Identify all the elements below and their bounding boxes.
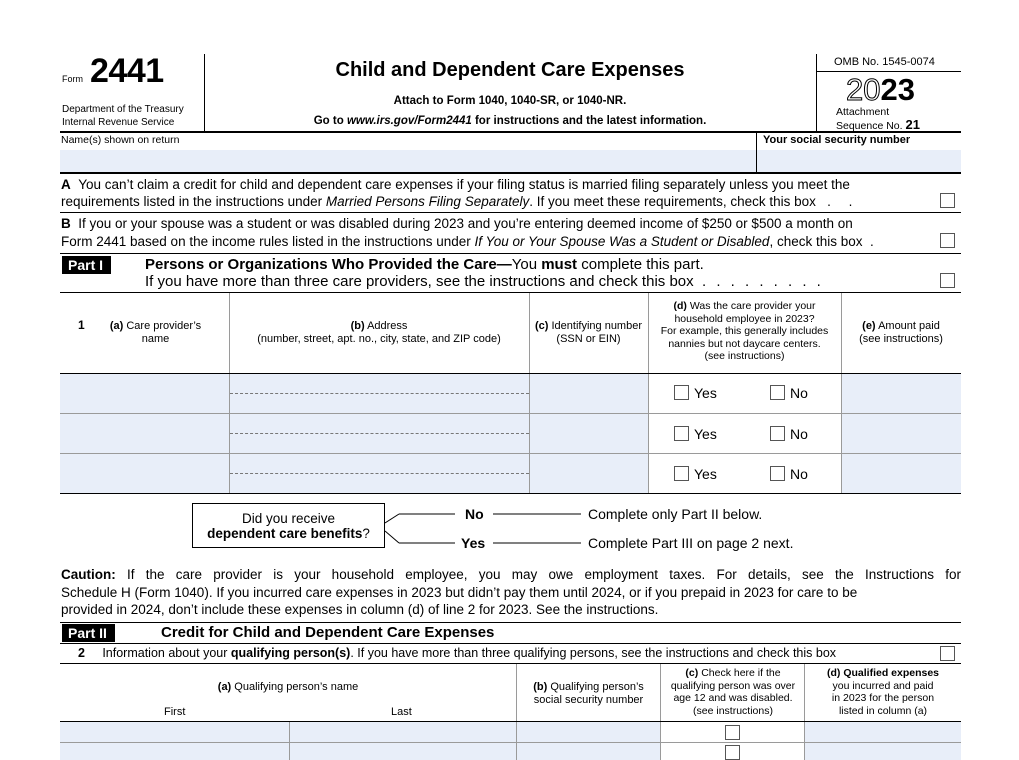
name-label: Name(s) shown on return xyxy=(61,134,180,146)
no-label: No xyxy=(790,385,808,401)
name-field[interactable] xyxy=(60,150,756,172)
line-b-text2: Form 2441 based on the income rules listed in the instructions under If You or Your Spouse Was a Student or Disabled, check this box . xyxy=(61,234,874,249)
form-number: 2441 xyxy=(90,52,164,90)
part1-rule xyxy=(60,292,961,293)
line-a-rule xyxy=(60,212,961,213)
yes-label: Yes xyxy=(694,426,717,442)
address-dash xyxy=(230,433,529,434)
sequence-label: Sequence No. 21 xyxy=(836,117,920,132)
part1-title: Persons or Organizations Who Provided the Care—You must complete this part. xyxy=(145,256,704,273)
caution-line3: provided in 2024, don’t include these expenses in column (d) of line 2 for 2023. See the instructions. xyxy=(61,602,659,617)
address-dash xyxy=(230,473,529,474)
household-yes-checkbox[interactable] xyxy=(674,385,689,400)
part1-line2: If you have more than three care providers, see the instructions and check this box . . . . . . . . . xyxy=(145,273,824,290)
provider-name-field[interactable] xyxy=(60,374,229,413)
t1-body-div-4 xyxy=(841,374,842,493)
line-a-checkbox[interactable] xyxy=(940,193,955,208)
col-d-header: (d) Was the care provider your household employee in 2023? For example, this generally includes nannies but not daycare centers. (see instructions) xyxy=(660,300,829,362)
t1-head-div-3 xyxy=(648,293,649,373)
provider-id-field[interactable] xyxy=(530,414,648,453)
part2-rule xyxy=(60,643,961,644)
t2-col-a-header: (a) Qualifying person’s name xyxy=(217,681,359,693)
col-a-header: (a) Care provider’s name xyxy=(109,320,202,345)
t2-col-b-header: (b) Qualifying person’s social security number xyxy=(533,681,644,706)
irs-url-link[interactable]: www.irs.gov/Form2441 xyxy=(346,115,472,127)
t1-body-div-1 xyxy=(229,374,230,493)
household-no-checkbox[interactable] xyxy=(770,426,785,441)
no-label: No xyxy=(790,466,808,482)
provider-name-field[interactable] xyxy=(60,454,229,493)
benefits-question-line2: dependent care benefits? xyxy=(207,526,370,541)
no-label: No xyxy=(790,426,808,442)
yes-label: Yes xyxy=(694,385,717,401)
benefits-no-result: Complete only Part II below. xyxy=(588,506,763,522)
part2-more-persons-checkbox[interactable] xyxy=(940,646,955,661)
ssn-field[interactable] xyxy=(757,150,961,172)
t1-head-div-2 xyxy=(529,293,530,373)
address-dash xyxy=(230,393,529,394)
household-yes-checkbox[interactable] xyxy=(674,426,689,441)
part1-more-providers-checkbox[interactable] xyxy=(940,273,955,288)
t1-body-div-2 xyxy=(529,374,530,493)
last-name-field[interactable] xyxy=(290,743,516,760)
line-a-text2: requirements listed in the instructions under Married Persons Filing Separately. If you meet these requirements, check this box . . xyxy=(61,194,860,209)
amount-paid-field[interactable] xyxy=(842,414,961,453)
t2-first-label: First xyxy=(164,706,186,718)
t2-div-2 xyxy=(660,664,661,760)
attach-line: Attach to Form 1040, 1040-SR, or 1040-NR. xyxy=(393,95,627,107)
household-yes-checkbox[interactable] xyxy=(674,466,689,481)
disabled-over-12-checkbox[interactable] xyxy=(725,725,740,740)
goto-line: Go to www.irs.gov/Form2441 for instructions and the latest information. xyxy=(313,115,707,127)
disabled-over-12-checkbox[interactable] xyxy=(725,745,740,760)
ssn-label: Your social security number xyxy=(763,134,911,146)
part2-line2: 2 Information about your qualifying person(s). If you have more than three qualifying persons, see the instructions and check this box xyxy=(78,646,837,660)
caution-line2: Schedule H (Form 1040). If you incurred care expenses in 2023 but didn’t pay them until 2024, or if you prepaid in 2023 for care to be xyxy=(61,584,858,600)
identity-bottom-rule xyxy=(60,172,961,174)
benefits-yes-label: Yes xyxy=(461,535,486,551)
part2-tag: Part II xyxy=(62,624,115,642)
col-e-header: (e) Amount paid (see instructions) xyxy=(859,320,943,345)
part2-line2-rule xyxy=(60,663,961,664)
omb-number: OMB No. 1545-0074 xyxy=(834,56,935,68)
benefits-yes-result: Complete Part III on page 2 next. xyxy=(588,535,794,551)
t1-head-div-4 xyxy=(841,293,842,373)
household-no-checkbox[interactable] xyxy=(770,466,785,481)
col-c-header: (c) Identifying number (SSN or EIN) xyxy=(534,320,642,345)
first-name-field[interactable] xyxy=(60,743,289,760)
caution-paragraph xyxy=(61,566,961,619)
household-no-checkbox[interactable] xyxy=(770,385,785,400)
benefits-no-label: No xyxy=(465,506,484,522)
amount-paid-field[interactable] xyxy=(842,454,961,493)
header-bottom-rule xyxy=(60,131,961,133)
line-b-text1: B If you or your spouse was a student or was disabled during 2023 and you’re entering deemed income of $250 or $500 a month on xyxy=(61,216,853,231)
dept-line2: Internal Revenue Service xyxy=(62,117,175,128)
col-b-header: (b) Address (number, street, apt. no., city, state, and ZIP code) xyxy=(257,320,501,345)
tax-year: 2023 xyxy=(846,72,915,107)
t1-body-div-3 xyxy=(648,374,649,493)
benefits-question-box xyxy=(192,503,385,548)
form-prefix: Form xyxy=(62,74,83,84)
t1-head-div-1 xyxy=(229,293,230,373)
form-title: Child and Dependent Care Expenses xyxy=(335,59,685,81)
qualified-expenses-field[interactable] xyxy=(805,743,961,760)
qualifying-ssn-field[interactable] xyxy=(517,743,660,760)
provider-id-field[interactable] xyxy=(530,454,648,493)
line-b-rule xyxy=(60,253,961,254)
line-b-checkbox[interactable] xyxy=(940,233,955,248)
qualifying-ssn-field[interactable] xyxy=(517,722,660,742)
last-name-field[interactable] xyxy=(290,722,516,742)
caution-line1: Caution: If the care provider is your household employee, you may owe employment taxes. For details, see the Instructions for xyxy=(61,567,961,582)
provider-id-field[interactable] xyxy=(530,374,648,413)
caution-rule xyxy=(60,622,961,623)
part1-tag: Part I xyxy=(62,256,111,274)
line-a-text1: A You can’t claim a credit for child and dependent care expenses if your filing status is married filing separately unless you meet the xyxy=(61,177,850,192)
amount-paid-field[interactable] xyxy=(842,374,961,413)
t2-last-label: Last xyxy=(391,706,412,718)
benefits-question-line1: Did you receive xyxy=(241,511,336,526)
provider-name-field[interactable] xyxy=(60,414,229,453)
t1-bottom-rule xyxy=(60,493,961,494)
dept-line1: Department of the Treasury xyxy=(62,104,184,115)
t2-col-c-header: (c) Check here if the qualifying person was over age 12 and was disabled. (see instructions) xyxy=(670,667,796,717)
yes-label: Yes xyxy=(694,466,717,482)
table1-line-no: 1 xyxy=(78,318,85,332)
t2-col-d-header: (d) Qualified expenses you incurred and paid in 2023 for the person listed in column (a) xyxy=(826,667,940,717)
t2-first-last-div xyxy=(289,722,290,760)
qualified-expenses-field[interactable] xyxy=(805,722,961,742)
part2-title: Credit for Child and Dependent Care Expenses xyxy=(161,624,495,641)
attachment-label: Attachment xyxy=(836,106,890,118)
first-name-field[interactable] xyxy=(60,722,289,742)
header-divider-right xyxy=(816,54,817,132)
